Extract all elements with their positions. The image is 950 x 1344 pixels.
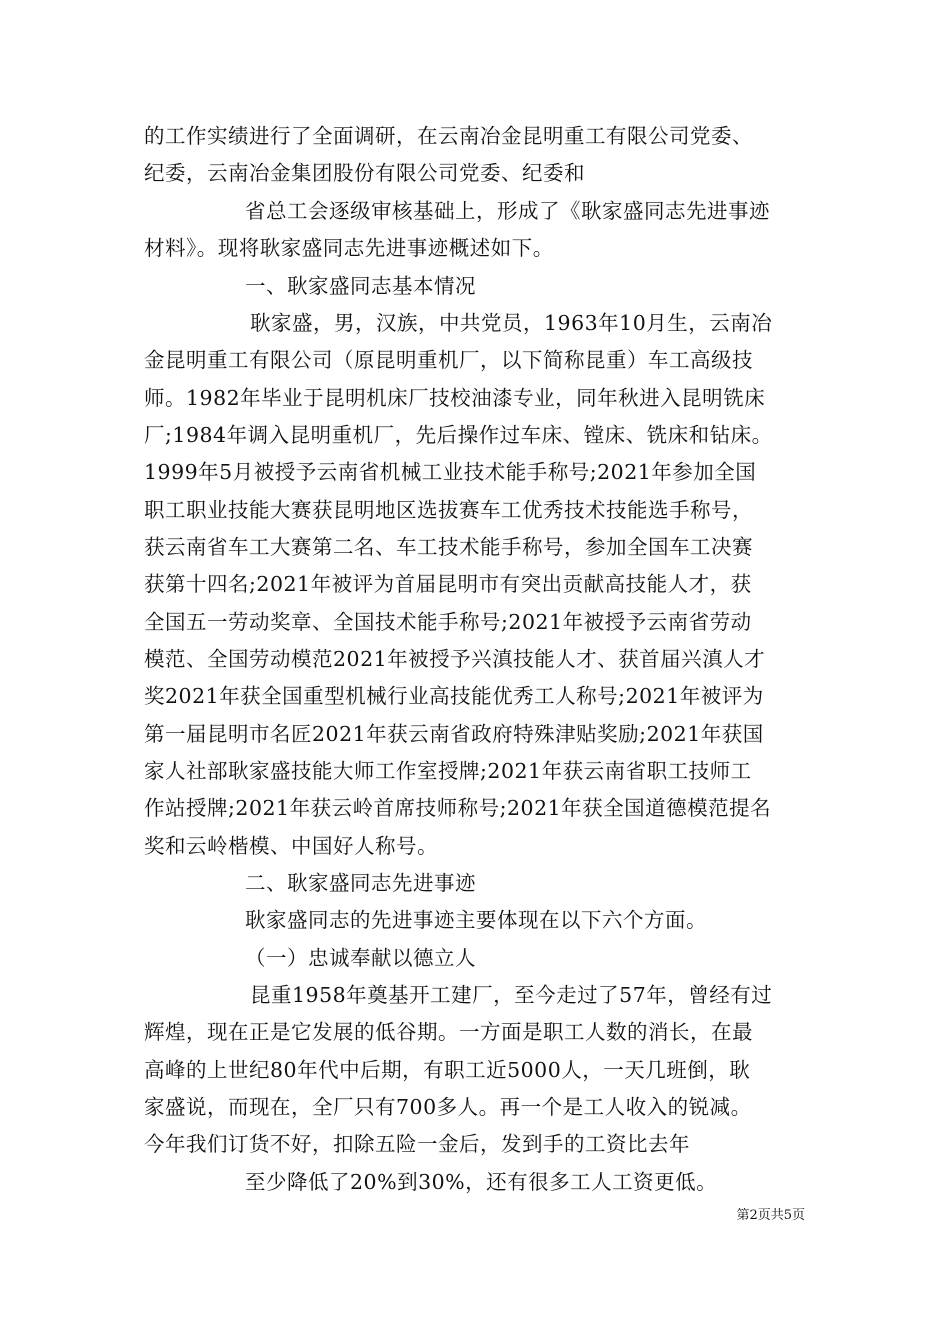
text-line-10: 1999年5月被授予云南省机械工业技术能手称号;2021年参加全国 xyxy=(144,460,757,484)
text-line-20: 奖和云岭楷模、中国好人称号。 xyxy=(144,834,438,858)
section-heading-1: 一、耿家盛同志基本情况 xyxy=(245,274,476,298)
subsection-heading-1: （一）忠诚奉献以德立人 xyxy=(245,946,476,970)
text-line-11: 职工职业技能大赛获昆明地区选拔赛车工优秀技术技能选手称号， xyxy=(144,498,753,522)
text-line-6: 耿家盛，男，汉族，中共党员，1963年10月生，云南冶 xyxy=(250,311,773,335)
text-line-25: 辉煌，现在正是它发展的低谷期。一方面是职工人数的消长，在最 xyxy=(144,1020,753,1044)
text-line-2: 纪委，云南冶金集团股份有限公司党委、纪委和 xyxy=(144,161,585,185)
section-heading-2: 二、耿家盛同志先进事迹 xyxy=(245,871,476,895)
text-line-29: 至少降低了20%到30%，还有很多工人工资更低。 xyxy=(245,1170,718,1194)
text-line-17: 第一届昆明市名匠2021年获云南省政府特殊津贴奖励;2021年获国 xyxy=(144,722,764,746)
text-line-24: 昆重1958年奠基开工建厂，至今走过了57年，曾经有过 xyxy=(250,983,773,1007)
text-line-19: 作站授牌;2021年获云岭首席技师称号;2021年获全国道德模范提名 xyxy=(144,796,772,820)
text-line-22: 耿家盛同志的先进事迹主要体现在以下六个方面。 xyxy=(245,908,707,932)
text-line-15: 模范、全国劳动模范2021年被授予兴滇技能人才、获首届兴滇人才 xyxy=(144,647,766,671)
text-line-27: 家盛说，而现在，全厂只有700多人。再一个是工人收入的锐减。 xyxy=(144,1095,752,1119)
text-line-7: 金昆明重工有限公司（原昆明重机厂，以下简称昆重）车工高级技 xyxy=(144,348,753,372)
text-line-1: 的工作实绩进行了全面调研，在云南冶金昆明重工有限公司党委、 xyxy=(144,124,753,148)
text-line-16: 奖2021年获全国重型机械行业高技能优秀工人称号;2021年被评为 xyxy=(144,684,764,708)
text-line-28: 今年我们订货不好，扣除五险一金后，发到手的工资比去年 xyxy=(144,1132,690,1156)
text-line-18: 家人社部耿家盛技能大师工作室授牌;2021年获云南省职工技师工 xyxy=(144,759,752,783)
text-line-9: 厂;1984年调入昆明重机厂，先后操作过车床、镗床、铣床和钻床。 xyxy=(144,423,773,447)
text-line-13: 获第十四名;2021年被评为首届昆明市有突出贡献高技能人才，获 xyxy=(144,572,752,596)
text-line-4: 材料》。现将耿家盛同志先进事迹概述如下。 xyxy=(144,236,554,260)
text-line-14: 全国五一劳动奖章、全国技术能手称号;2021年被授予云南省劳动 xyxy=(144,610,752,634)
text-line-26: 高峰的上世纪80年代中后期，有职工近5000人，一天几班倒，耿 xyxy=(144,1058,751,1082)
text-line-8: 师。1982年毕业于昆明机床厂技校油漆专业，同年秋进入昆明铣床 xyxy=(144,386,766,410)
text-line-3: 省总工会逐级审核基础上，形成了《耿家盛同志先进事迹 xyxy=(245,199,770,223)
text-line-12: 获云南省车工大赛第二名、车工技术能手称号，参加全国车工决赛 xyxy=(144,535,753,559)
page-number-footer: 第2页共5页 xyxy=(736,1208,805,1223)
